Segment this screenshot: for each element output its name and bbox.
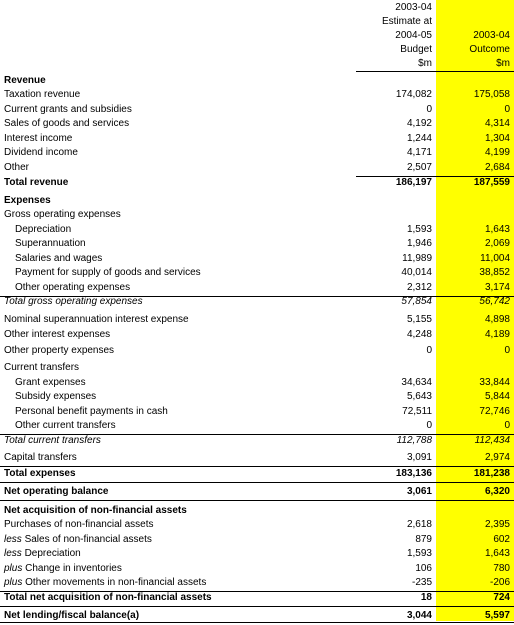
row-label-text: Depreciation: [24, 548, 81, 559]
row-label-text: Capital transfers: [4, 452, 77, 463]
budget-estimate-value: 5,643: [406, 391, 432, 402]
table-row: [0, 176, 514, 190]
header-col2-line3: $m: [496, 58, 510, 69]
budget-estimate-value: 186,197: [395, 177, 432, 188]
row-label: [4, 533, 152, 547]
row-label-text: Revenue: [4, 75, 46, 86]
table-row: [0, 103, 514, 117]
table-row: [0, 161, 514, 175]
row-label: [4, 146, 78, 160]
header-col1-line1: 2003-04: [395, 2, 432, 13]
row-label: [4, 485, 108, 499]
table-row: [0, 146, 514, 160]
outcome-value: 724: [493, 592, 510, 603]
table-row: [0, 295, 514, 309]
row-rule: [0, 606, 514, 607]
budget-estimate-value: 0: [426, 420, 432, 431]
table-row: [0, 328, 514, 342]
row-label-text: Purchases of non-financial assets: [4, 519, 154, 530]
header-col1-line2: Estimate at: [381, 16, 432, 27]
outcome-value: 6,320: [484, 486, 510, 497]
table-row: [0, 518, 514, 532]
table-row: [0, 237, 514, 251]
outcome-value: 56,742: [479, 296, 510, 307]
header-col2-line1: 2003-04: [473, 30, 510, 41]
row-label-text: Sales of goods and services: [4, 118, 130, 129]
row-label-text: Net acquisition of non-financial assets: [4, 505, 187, 516]
row-label-text: Grant expenses: [15, 377, 86, 388]
outcome-value: 187,559: [473, 177, 510, 188]
outcome-value: 1,643: [484, 224, 510, 235]
outcome-value: 4,189: [484, 329, 510, 340]
row-label-text: Change in inventories: [25, 563, 122, 574]
row-label: [4, 74, 46, 88]
outcome-value: 1,304: [484, 133, 510, 144]
row-label: [4, 132, 72, 146]
table-row: [0, 117, 514, 131]
budget-estimate-value: 174,082: [395, 89, 432, 100]
outcome-value: 112,434: [474, 435, 510, 446]
table-row: [0, 344, 514, 358]
outcome-value: 38,852: [479, 267, 510, 278]
table-row: [0, 281, 514, 295]
row-label: [15, 223, 71, 237]
row-label: [4, 88, 80, 102]
row-label-text: Current grants and subsidies: [4, 104, 132, 115]
row-label: [15, 405, 168, 419]
table-bottom-rule: [0, 622, 514, 623]
row-prefix: less: [4, 534, 22, 545]
table-row: [0, 223, 514, 237]
budget-estimate-value: 57,854: [401, 296, 432, 307]
table-header: [0, 0, 514, 73]
row-label: [4, 295, 143, 309]
row-label-text: Nominal superannuation interest expense: [4, 314, 189, 325]
row-label: [15, 237, 86, 251]
row-label-text: Personal benefit payments in cash: [15, 406, 168, 417]
budget-estimate-value: 40,014: [401, 267, 432, 278]
row-label: [4, 117, 129, 131]
budget-estimate-value: 3,044: [406, 610, 432, 621]
row-label: [4, 103, 132, 117]
header-col1-line3: 2004-05: [395, 30, 432, 41]
budget-estimate-value: 1,593: [406, 548, 432, 559]
table-row: [0, 208, 514, 222]
row-label: [4, 467, 76, 481]
outcome-value: 0: [504, 104, 510, 115]
budget-estimate-value: 3,061: [406, 486, 432, 497]
row-label-text: Gross operating expenses: [4, 209, 121, 220]
outcome-value: 5,844: [484, 391, 510, 402]
outcome-value: 5,597: [484, 610, 510, 621]
row-label: [4, 434, 101, 448]
budget-estimate-value: 4,192: [406, 118, 432, 129]
row-label-text: Total current transfers: [4, 435, 101, 446]
table-row: [0, 467, 514, 481]
outcome-value: 72,746: [479, 406, 510, 417]
row-label-text: Other current transfers: [15, 420, 116, 431]
outcome-value: 4,314: [484, 118, 510, 129]
row-rule: [0, 500, 514, 501]
row-label-text: Taxation revenue: [4, 89, 81, 100]
row-label-text: Total gross operating expenses: [4, 296, 143, 307]
row-label-text: Total revenue: [4, 177, 69, 188]
outcome-value: 0: [504, 420, 510, 431]
budget-estimate-value: 879: [415, 534, 432, 545]
outcome-value: 4,199: [484, 147, 510, 158]
budget-estimate-value: 1,593: [406, 224, 432, 235]
row-label: [15, 419, 116, 433]
table-row: [0, 376, 514, 390]
table-row: [0, 576, 514, 590]
row-label: [4, 194, 51, 208]
row-label: [4, 576, 206, 590]
budget-estimate-value: 112,788: [396, 435, 432, 446]
header-col1-line5: $m: [418, 58, 432, 69]
budget-estimate-value: 1,946: [406, 238, 432, 249]
outcome-value: 2,684: [484, 162, 510, 173]
row-prefix: plus: [4, 577, 23, 588]
row-label-text: Expenses: [4, 195, 51, 206]
outcome-value: 33,844: [479, 377, 510, 388]
header-col2-line2: Outcome: [469, 44, 510, 55]
table-row: [0, 88, 514, 102]
budget-estimate-value: 18: [420, 592, 432, 603]
row-label-text: Net lending/fiscal balance(a): [4, 610, 140, 621]
outcome-value: 1,643: [484, 548, 510, 559]
table-row: [0, 533, 514, 547]
outcome-value: 4,898: [484, 314, 510, 325]
row-label-text: Other movements in non-financial assets: [25, 577, 207, 588]
budget-estimate-value: 183,136: [395, 468, 432, 479]
row-label-text: Other: [4, 162, 30, 173]
budget-estimate-value: 0: [426, 104, 432, 115]
budget-estimate-value: 11,989: [402, 253, 432, 264]
budget-estimate-value: 72,511: [402, 406, 432, 417]
budget-estimate-value: 106: [415, 563, 432, 574]
table-row: [0, 419, 514, 433]
outcome-value: 2,069: [484, 238, 510, 249]
outcome-value: 780: [493, 563, 510, 574]
outcome-value: -206: [489, 577, 510, 588]
outcome-value: 2,974: [484, 452, 510, 463]
table-row: [0, 591, 514, 605]
outcome-value: 0: [504, 345, 510, 356]
table-row: [0, 266, 514, 280]
row-label-text: Total net acquisition of non-financial assets: [4, 592, 212, 603]
row-label: [4, 208, 121, 222]
row-label-text: Net operating balance: [4, 486, 109, 497]
row-label: [15, 390, 96, 404]
row-label: [4, 562, 122, 576]
header-rule: [356, 71, 514, 72]
row-label-text: Other interest expenses: [4, 329, 111, 340]
budget-estimate-value: 5,155: [406, 314, 432, 325]
table-row: [0, 609, 514, 623]
row-label: [15, 266, 201, 280]
table-row: [0, 132, 514, 146]
budget-estimate-value: 2,507: [406, 162, 432, 173]
table-row: [0, 547, 514, 561]
table-row: [0, 485, 514, 499]
table-row: [0, 390, 514, 404]
table-row: [0, 74, 514, 88]
row-prefix: less: [4, 548, 22, 559]
outcome-value: 175,058: [473, 89, 510, 100]
row-label-text: Other operating expenses: [15, 282, 131, 293]
row-label-text: Superannuation: [15, 238, 86, 249]
row-label: [4, 504, 187, 518]
outcome-value: 3,174: [484, 282, 510, 293]
budget-estimate-value: -235: [411, 577, 432, 588]
outcome-value: 11,004: [480, 253, 510, 264]
row-label: [15, 252, 102, 266]
row-prefix: plus: [4, 563, 23, 574]
row-label: [4, 161, 29, 175]
row-label: [4, 518, 154, 532]
row-label: [4, 344, 114, 358]
row-label: [4, 547, 81, 561]
outcome-value: 2,395: [484, 519, 510, 530]
table-row: [0, 194, 514, 208]
row-label-text: Subsidy expenses: [15, 391, 97, 402]
row-rule: [0, 482, 514, 483]
budget-estimate-value: 3,091: [406, 452, 432, 463]
row-label-text: Current transfers: [4, 362, 80, 373]
table-row: [0, 405, 514, 419]
row-label: [15, 376, 86, 390]
row-label-text: Interest income: [4, 133, 73, 144]
table-row: [0, 313, 514, 327]
budget-estimate-value: 2,312: [406, 282, 432, 293]
row-label-text: Sales of non-financial assets: [24, 534, 152, 545]
row-label: [15, 281, 130, 295]
table-row: [0, 562, 514, 576]
row-label: [4, 361, 79, 375]
row-label: [4, 313, 189, 327]
row-label: [4, 176, 68, 190]
row-label-text: Dividend income: [4, 147, 78, 158]
row-label: [4, 451, 77, 465]
row-label-text: Depreciation: [15, 224, 72, 235]
header-col1-line4: Budget: [400, 44, 432, 55]
outcome-value: 602: [493, 534, 510, 545]
table-row: [0, 451, 514, 465]
table-row: [0, 504, 514, 518]
outcome-value: 181,238: [473, 468, 510, 479]
budget-estimate-value: 4,171: [406, 147, 432, 158]
budget-estimate-value: 4,248: [406, 329, 432, 340]
budget-estimate-value: 34,634: [401, 377, 432, 388]
budget-estimate-value: 2,618: [406, 519, 432, 530]
row-label-text: Other property expenses: [4, 345, 115, 356]
table-row: [0, 252, 514, 266]
row-label: [4, 328, 110, 342]
table-row: [0, 361, 514, 375]
row-label-text: Salaries and wages: [15, 253, 103, 264]
row-label-text: Payment for supply of goods and services: [15, 267, 201, 278]
table-row: [0, 434, 514, 448]
budget-estimate-value: 1,244: [406, 133, 432, 144]
row-label: [4, 609, 139, 623]
row-label: [4, 591, 212, 605]
budget-estimate-value: 0: [426, 345, 432, 356]
row-label-text: Total expenses: [4, 468, 76, 479]
